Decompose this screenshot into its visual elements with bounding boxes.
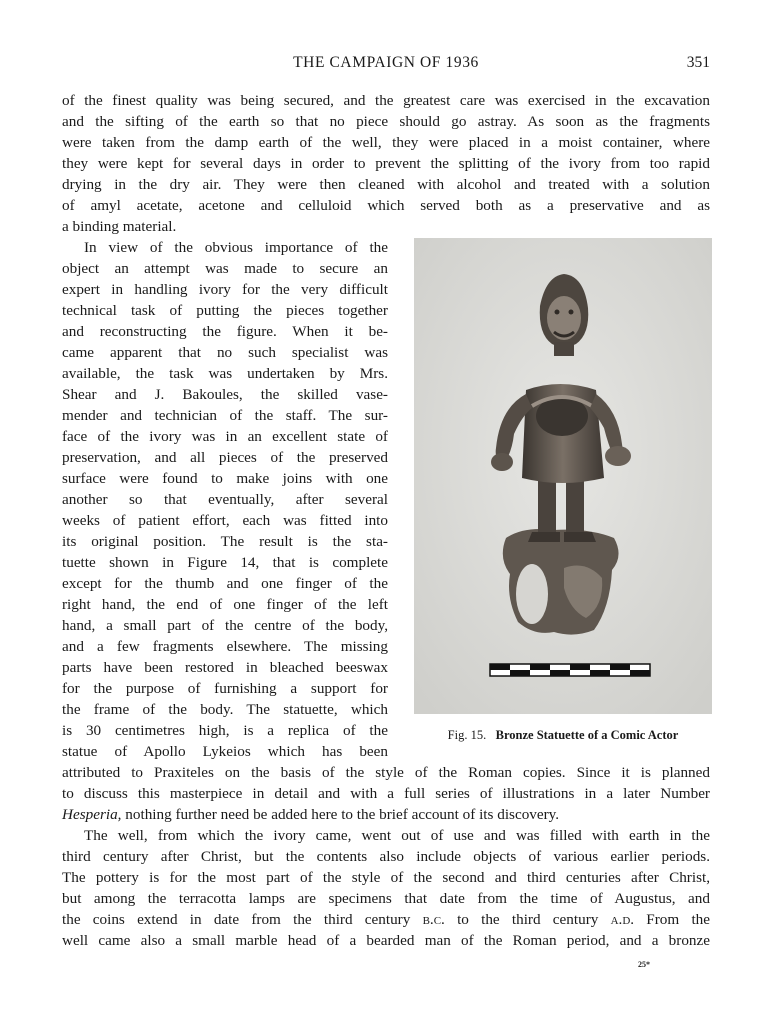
text-line: the frame of the body. The statuette, which [62, 701, 388, 718]
text-line: and a few fragments elsewhere. The missing [62, 638, 388, 655]
figure-caption [414, 728, 712, 743]
text-line: weeks of patient effort, each was fitted into [62, 512, 388, 529]
text-line: Hesperia, nothing further need be added here to the brief account of its discovery. [62, 806, 560, 823]
text-line: Shear and J. Bakoules, the skilled vase- [62, 386, 388, 403]
text-line: third century after Christ, but the contents also include objects of various earlier periods. [62, 848, 710, 865]
text-line: came apparent that no such specialist was [62, 344, 388, 361]
text-line: a binding material. [62, 218, 177, 235]
text-line: parts have been restored in bleached beeswax [62, 659, 388, 676]
text-line: face of the ivory was in an excellent state of [62, 428, 388, 445]
text-line: The pottery is for the most part of the style of the second and third centuries after Christ, [62, 869, 710, 886]
text-line: object an attempt was made to secure an [62, 260, 388, 277]
journal-title: Hesperia, [62, 806, 122, 823]
text-line: and the sifting of the earth so that no piece should go astray. As soon as the fragments [62, 113, 710, 130]
text-line: technical task of putting the pieces together [62, 302, 388, 319]
text-line: preservation, and all pieces of the preserved [62, 449, 388, 466]
text-line: tuette shown in Figure 14, that is complete [62, 554, 388, 571]
text-line: well came also a small marble head of a bearded man of the Roman period, and a bronze [62, 932, 710, 949]
text-line: for the purpose of furnishing a support for [62, 680, 388, 697]
era-bc: b.c. [422, 911, 445, 928]
text-line: drying in the dry air. They were then cleaned with alcohol and treated with a solution [62, 176, 710, 193]
running-title: THE CAMPAIGN OF 1936 [293, 54, 479, 71]
text-line: another so that eventually, after several [62, 491, 388, 508]
bronze-statuette-image [414, 238, 712, 714]
text-line: In view of the obvious importance of the [84, 239, 388, 256]
text-line: expert in handling ivory for the very difficult [62, 281, 388, 298]
page-number: 351 [686, 54, 710, 71]
text-line: mender and technician of the staff. The sur- [62, 407, 388, 424]
text-line: statue of Apollo Lykeios which has been [62, 743, 388, 760]
text-line: right hand, the end of one finger of the left [62, 596, 388, 613]
text-line: hand, a small part of the centre of the body, [62, 617, 388, 634]
text-line: is 30 centimetres high, is a replica of the [62, 722, 388, 739]
text-line: attributed to Praxiteles on the basis of the style of the Roman copies. Since it is planned [62, 764, 710, 781]
text-line: surface were found to make joins with one [62, 470, 388, 487]
signature-mark: 25* [638, 960, 650, 969]
text-line: of the finest quality was being secured, and the greatest care was exercised in the excavation [62, 92, 710, 109]
text-line: The well, from which the ivory came, went out of use and was filled with earth in the [84, 827, 710, 844]
text-line: the coins extend in date from the third century b.c. to the third century a.d. From the [62, 911, 711, 928]
era-ad: a.d. [610, 911, 635, 928]
figure-label: Fig. 15. [447, 728, 487, 742]
page-header [62, 54, 710, 76]
text-line: were taken from the damp earth of the well, they were placed in a moist container, where [62, 134, 710, 151]
text-line: but among the terracotta lamps are specimens that date from the time of Augustus, and [62, 890, 710, 907]
text-line: available, the task was undertaken by Mrs. [62, 365, 388, 382]
text-line: its original position. The result is the sta- [62, 533, 388, 550]
text-line: of amyl acetate, acetone and celluloid which served both as a preservative and as [62, 197, 710, 214]
figure-photograph [414, 238, 712, 714]
text-line: to discuss this masterpiece in detail and with a full series of illustrations in a later Number [62, 785, 710, 802]
text-line: and reconstructing the figure. When it be- [62, 323, 388, 340]
text-line: they were kept for several days in order to prevent the splitting of the ivory from too rapid [62, 155, 710, 172]
text-line: except for the thumb and one finger of the [62, 575, 388, 592]
figure-caption-text: Bronze Statuette of a Comic Actor [495, 728, 679, 742]
